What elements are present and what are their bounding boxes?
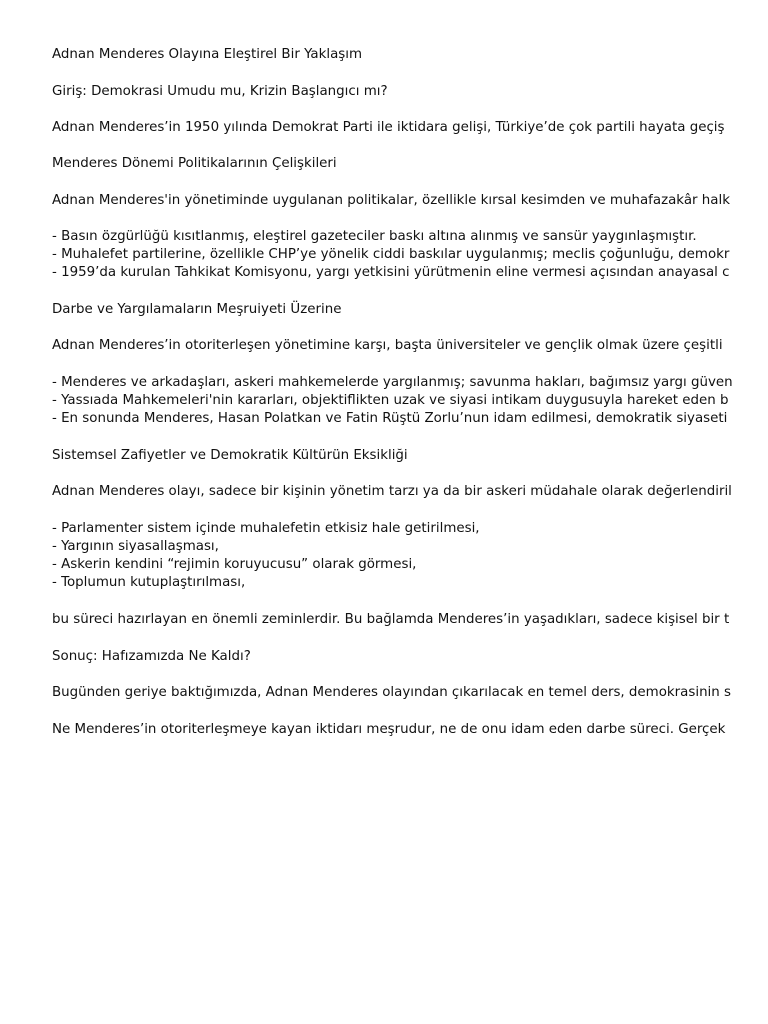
bullet-item: - Yassıada Mahkemeleri'nin kararları, objektiflikten uzak ve siyasi intikam duygusuyla hareket eden b: [52, 393, 729, 408]
bullet-item: - Parlamenter sistem içinde muhalefetin etkisiz hale getirilmesi,: [52, 521, 480, 536]
section-paragraph: Adnan Menderes'in yönetiminde uygulanan politikalar, özellikle kırsal kesimden ve muhafazakâr halk: [52, 193, 730, 208]
document-title: Adnan Menderes Olayına Eleştirel Bir Yaklaşım: [52, 47, 363, 62]
section-paragraph: Adnan Menderes’in otoriterleşen yönetimine karşı, başta üniversiteler ve gençlik olmak üzere çeşitli: [52, 338, 723, 353]
bullet-item: - 1959’da kurulan Tahkikat Komisyonu, yargı yetkisini yürütmenin eline vermesi açısından anayasal c: [52, 265, 730, 280]
section-paragraph: Adnan Menderes olayı, sadece bir kişinin yönetim tarzı ya da bir askeri müdahale olarak değerlendiril: [52, 484, 732, 499]
section-heading: Darbe ve Yargılamaların Meşruiyeti Üzerine: [52, 302, 342, 317]
bullet-item: - En sonunda Menderes, Hasan Polatkan ve Fatin Rüştü Zorlu’nun idam edilmesi, demokratik siyaseti: [52, 411, 728, 426]
intro-paragraph: Adnan Menderes’in 1950 yılında Demokrat Parti ile iktidara gelişi, Türkiye’de çok partili hayata geçiş: [52, 120, 725, 135]
bullet-item: - Toplumun kutuplaştırılması,: [52, 575, 246, 590]
bullet-item: - Muhalefet partilerine, özellikle CHP’ye yönelik ciddi baskılar uygulanmış; meclis çoğunluğu, demokr: [52, 247, 730, 262]
bullet-item: - Basın özgürlüğü kısıtlanmış, eleştirel gazeteciler baskı altına alınmış ve sansür yaygınlaşmıştır.: [52, 229, 697, 244]
section-heading: Sistemsel Zafiyetler ve Demokratik Kültürün Eksikliği: [52, 448, 408, 463]
section-closing-paragraph: bu süreci hazırlayan en önemli zeminlerdir. Bu bağlamda Menderes’in yaşadıkları, sadece kişisel bir t: [52, 612, 730, 627]
bullet-item: - Menderes ve arkadaşları, askeri mahkemelerde yargılanmış; savunma hakları, bağımsız yargı güven: [52, 375, 733, 390]
conclusion-paragraph: Ne Menderes’in otoriterleşmeye kayan iktidarı meşrudur, ne de onu idam eden darbe süreci. Gerçek: [52, 722, 726, 737]
bullet-item: - Askerin kendini “rejimin koruyucusu” olarak görmesi,: [52, 557, 417, 572]
conclusion-paragraph: Bugünden geriye baktığımızda, Adnan Menderes olayından çıkarılacak en temel ders, demokrasinin s: [52, 685, 731, 700]
bullet-item: - Yargının siyasallaşması,: [52, 539, 219, 554]
intro-heading: Giriş: Demokrasi Umudu mu, Krizin Başlangıcı mı?: [52, 84, 388, 99]
conclusion-heading: Sonuç: Hafızamızda Ne Kaldı?: [52, 649, 251, 664]
section-heading: Menderes Dönemi Politikalarının Çelişkileri: [52, 156, 337, 171]
